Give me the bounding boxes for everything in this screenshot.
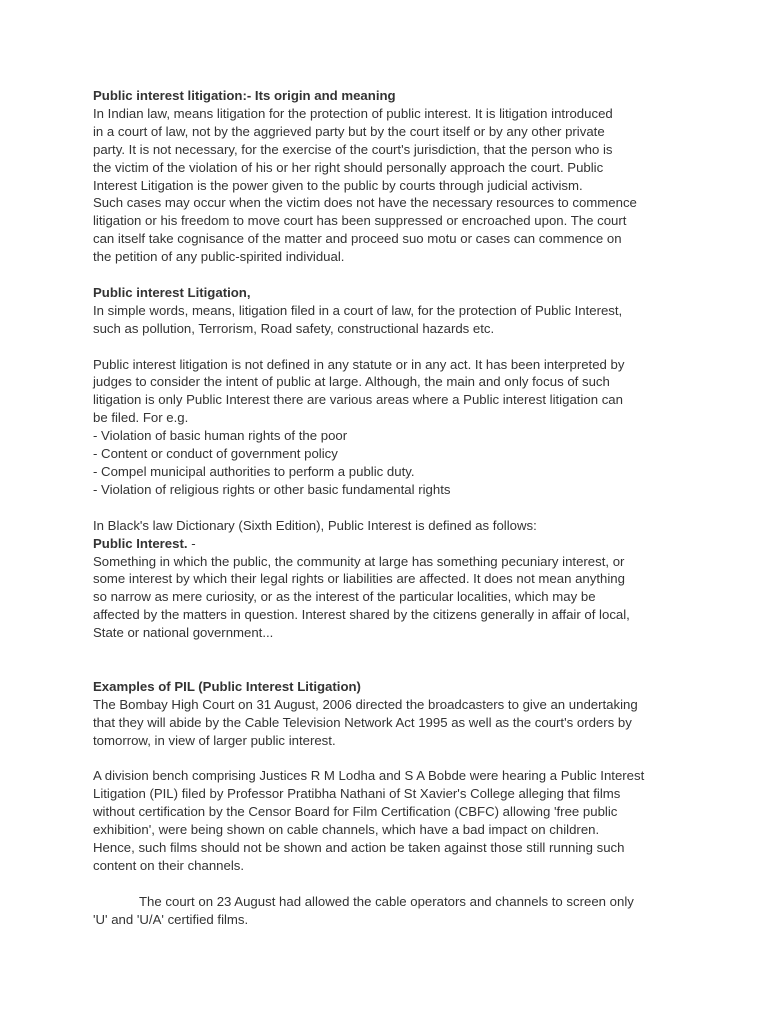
paragraph-spacer xyxy=(93,499,683,517)
areas-list xyxy=(93,427,683,499)
definition-term-suffix: - xyxy=(187,535,196,551)
text-line: Something in which the public, the community at large has something pecuniary interest, or xyxy=(93,553,625,569)
paragraph-spacer xyxy=(93,266,683,284)
text-line: be filed. For e.g. xyxy=(93,410,189,426)
text-line: In Indian law, means litigation for the protection of public interest. It is litigation introduced xyxy=(93,105,613,121)
section-heading-examples: Examples of PIL (Public Interest Litigation) xyxy=(93,678,361,694)
paragraph-spacer xyxy=(93,749,683,767)
text-line: without certification by the Censor Board for Film Certification (CBFC) allowing 'free public xyxy=(93,804,618,820)
text-line: the victim of the violation of his or her right should personally approach the court. Public xyxy=(93,159,604,175)
text-line: Litigation (PIL) filed by Professor Pratibha Nathani of St Xavier's College alleging that films xyxy=(93,786,621,802)
text-line: can itself take cognisance of the matter and proceed suo motu or cases can commence on xyxy=(93,231,622,247)
list-item: - Violation of religious rights or other basic fundamental rights xyxy=(93,481,451,497)
text-line: Public interest litigation is not defined in any statute or in any act. It has been interpreted by xyxy=(93,356,625,372)
blacks-intro: In Black's law Dictionary (Sixth Edition), Public Interest is defined as follows: xyxy=(93,517,537,533)
paragraph-spacer xyxy=(93,338,683,356)
text-line: affected by the matters in question. Interest shared by the citizens generally in affair of local, xyxy=(93,607,630,623)
text-line: party. It is not necessary, for the exercise of the court's jurisdiction, that the person who is xyxy=(93,141,613,157)
text-line: so narrow as mere curiosity, or as the interest of the particular localities, which may be xyxy=(93,589,596,605)
text-line: litigation is only Public Interest there are various areas where a Public interest litigation can xyxy=(93,392,623,408)
text-line: in a court of law, not by the aggrieved party but by the court itself or by any other private xyxy=(93,123,605,139)
text-line: exhibition', were being shown on cable channels, which have a bad impact on children. xyxy=(93,822,600,838)
document-body xyxy=(93,87,683,929)
text-line: In simple words, means, litigation filed in a court of law, for the protection of Public Interest, xyxy=(93,302,623,318)
text-line-indented: The court on 23 August had allowed the cable operators and channels to screen only xyxy=(139,893,634,909)
definition-term: Public Interest. xyxy=(93,535,188,551)
definition-paragraph xyxy=(93,553,683,643)
text-line: State or national government... xyxy=(93,625,274,641)
section-heading-simple: Public interest Litigation, xyxy=(93,284,251,300)
text-line: Hence, such films should not be shown and action be taken against those still running such xyxy=(93,839,625,855)
court-paragraph xyxy=(93,893,683,929)
origin-paragraph xyxy=(93,105,683,266)
paragraph-spacer xyxy=(93,642,683,678)
definition-term-line xyxy=(93,535,683,553)
text-line: Such cases may occur when the victim does not have the necessary resources to commence xyxy=(93,195,637,211)
text-line: judges to consider the intent of public at large. Although, the main and only focus of such xyxy=(93,374,610,390)
text-line: Interest Litigation is the power given to the public by courts through judicial activism. xyxy=(93,177,583,193)
examples-paragraph xyxy=(93,696,683,750)
text-line: A division bench comprising Justices R M Lodha and S A Bobde were hearing a Public Interest xyxy=(93,768,645,784)
text-line: content on their channels. xyxy=(93,857,245,873)
text-line: litigation or his freedom to move court has been suppressed or encroached upon. The court xyxy=(93,213,627,229)
text-line: The Bombay High Court on 31 August, 2006 directed the broadcasters to give an undertaking xyxy=(93,696,638,712)
text-line: some interest by which their legal rights or liabilities are affected. It does not mean anything xyxy=(93,571,625,587)
list-item: - Content or conduct of government policy xyxy=(93,446,338,462)
bench-paragraph xyxy=(93,767,683,874)
text-line: the petition of any public-spirited individual. xyxy=(93,249,345,265)
text-line: 'U' and 'U/A' certified films. xyxy=(93,911,249,927)
text-line: such as pollution, Terrorism, Road safety, constructional hazards etc. xyxy=(93,320,495,336)
text-line: that they will abide by the Cable Television Network Act 1995 as well as the court's orders by xyxy=(93,714,632,730)
paragraph-spacer xyxy=(93,875,683,893)
text-line: tomorrow, in view of larger public interest. xyxy=(93,732,336,748)
section-heading-origin: Public interest litigation:- Its origin and meaning xyxy=(93,88,396,103)
defined-paragraph xyxy=(93,356,683,428)
list-item: - Violation of basic human rights of the poor xyxy=(93,428,348,444)
list-item: - Compel municipal authorities to perform a public duty. xyxy=(93,464,415,479)
simple-paragraph xyxy=(93,302,683,338)
